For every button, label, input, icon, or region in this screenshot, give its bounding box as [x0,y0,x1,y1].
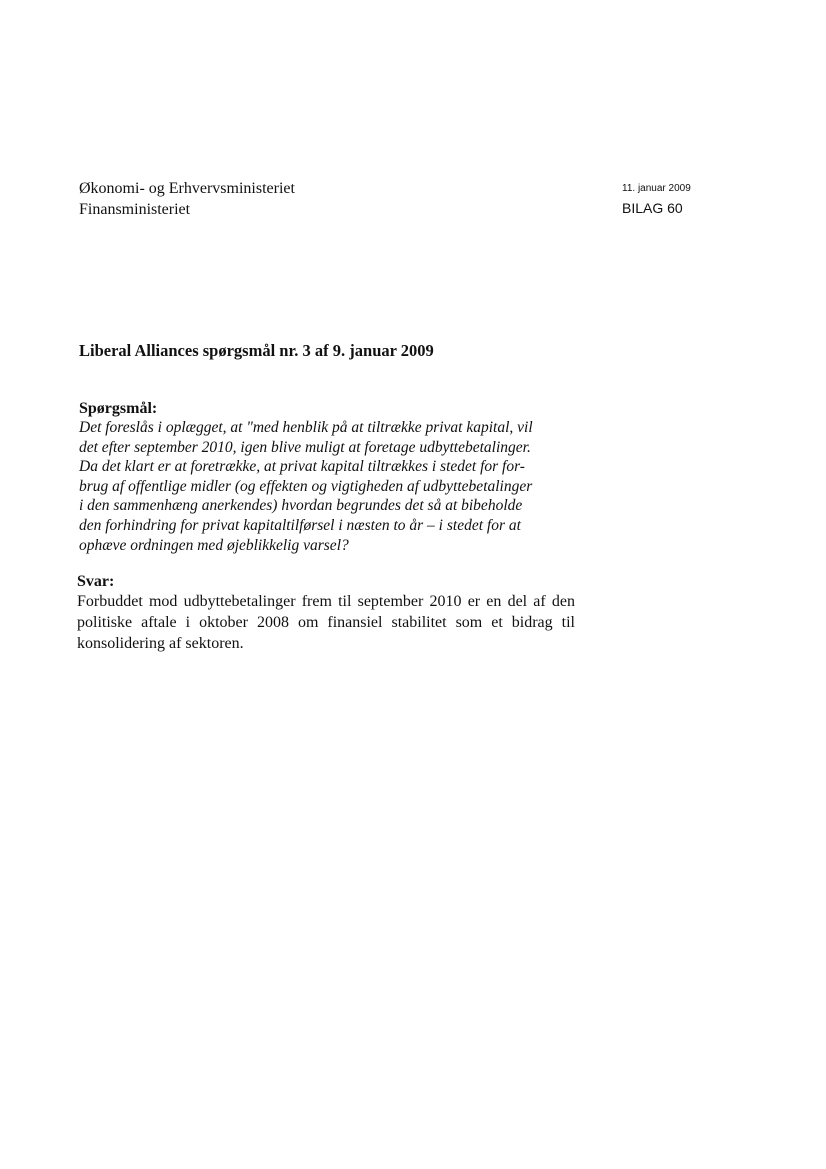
question-line: det efter september 2010, igen blive muligt at foretage udbyttebetalinger. [79,438,531,456]
question-section [79,399,579,555]
sender-ministry-2: Finansministeriet [79,201,191,218]
answer-body: Forbuddet mod udbyttebetalinger frem til september 2010 er en del af den politiske aftale i oktober 2008 om finansiel stabilitet som et bidrag til konsolidering af sektoren. [77,593,575,652]
question-line: Det foreslås i oplægget, at "med henblik på at tiltrække privat kapital, vil [79,419,533,436]
answer-heading: Svar: [77,573,115,590]
answer-section [77,572,575,654]
sender-ministry-1: Økonomi- og Erhvervsministeriet [79,180,295,197]
question-body [79,418,579,555]
document-meta [622,182,691,218]
question-line: Da det klart er at foretrække, at privat kapital tiltrækkes i stedet for for- [79,458,525,476]
document-date: 11. januar 2009 [622,183,691,194]
question-line: i den sammenhæng anerkendes) hvordan begrundes det så at bibeholde [79,497,523,515]
question-heading: Spørgsmål: [79,400,158,417]
bilag-number: BILAG 60 [622,200,683,216]
question-line: brug af offentlige midler (og effekten og vigtigheden af udbyttebetalinger [79,477,533,495]
question-line: den forhindring for privat kapitaltilførsel i næsten to år – i stedet for at [79,516,521,534]
document-title: Liberal Alliances spørgsmål nr. 3 af 9. januar 2009 [79,341,434,360]
question-line: ophæve ordningen med øjeblikkelig varsel? [79,536,349,554]
sender-block [79,178,295,220]
